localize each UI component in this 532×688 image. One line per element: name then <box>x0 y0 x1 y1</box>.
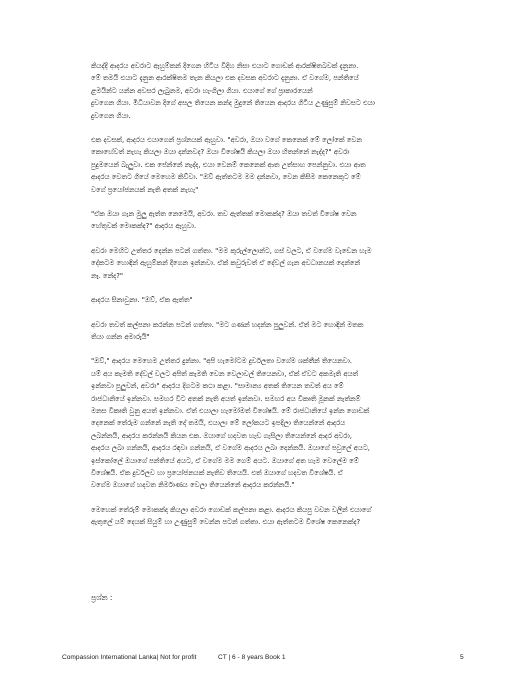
paragraph-line: කොහේවත් නැහැ කියලා ඔයා දන්නවද? ඔයා විශේෂයි කියලා ඔයා හිතන්නේ නැද්ද?" අවරා <box>91 148 350 157</box>
paragraph-line: ආදරය ලබා ගන්නයි, ආදරය රඳවා ගන්නයි, ඒ වගේම ආදරය ලබා දෙන්නයි. ඔයාගේ පවුලේ අයට, <box>91 444 370 453</box>
paragraph-line: එක දවසක්, ආදරය එයාගෙන් ප්‍රශ්නයක් ඇහුවා. "අවරා, ඔයා වගේ කෙනෙක් මේ ලෝකේ වෙන <box>91 136 362 145</box>
paragraph-line: ඇතුලේ යම් දෙයක් සියුම් හා උණුසුම් වෙන්න පටන් ගත්තා. එයා ඇත්තටම විශේෂ කෙනෙක්ද? <box>91 518 361 527</box>
paragraph-line: "ඔව්," ආදරය මෙහෙම උත්තර දුන්නා. "අපි හැමෝටම දුර්වලතා වගේම ශක්තීන් තියෙනවා. <box>91 357 353 366</box>
footer-book-info: CT | 6 - 8 years Book 1 <box>218 654 286 661</box>
paragraph-line: දුවගෙන ගියා. <box>91 111 131 120</box>
page-footer <box>0 654 532 666</box>
story-paragraph <box>91 60 461 122</box>
paragraph-line: දේකටම හොඳින් ඇහුම්කන් දීගෙන ඉන්නවා. ඒක් කවුරුවත් ඒ දේවල් ගැන අවධානයක් දෙන්නේ <box>91 259 361 268</box>
paragraph-line: නෑ. නේද?" <box>91 271 124 280</box>
story-paragraph <box>91 134 461 196</box>
paragraph-line: කියද්දි ආදරය අවරාට ඇහුම්කන් දීගෙන හිටිය විදිහ නිසා එයාට ගොඩක් ආරක්ෂිතබවක් දැනුනා. <box>91 62 359 70</box>
story-paragraph <box>91 504 461 529</box>
paragraph-line: වගේ ප්‍රයෝජනයක් නැති අතක් නැහැ" <box>91 185 199 194</box>
paragraph-line: තියා ගන්න අමාරුයි" <box>91 332 150 341</box>
paragraph-line: අවරා තවත් කල්පනා කරන්න පටන් ගත්තා. "මට ගණන් හදන්න පුලුවන්. ඒත් මට හොඳින් මතක <box>91 320 364 329</box>
paragraph-line: වගේම ඔයාගේ හදවත නිර්මාණය වෙලා තියෙන්නේ ආදරය කරන්නයි." <box>91 481 295 490</box>
paragraph-line: විශේෂයි. ඒක දුර්වලව හා ප්‍රයෝජනයක් නැතිව තියෙයි. එත් ඔයාගේ හදවත විශේෂයි. ඒ <box>91 468 343 477</box>
footer-organization: Compassion International Lanka| Not for profit <box>62 654 197 661</box>
paragraph-line: ළමයින්ට යන්න අවසර ලැබුනම, අවරා හැංගිලා ගියා. එයාගේ ගේ ප්‍රාකාරයෙන් <box>91 86 313 95</box>
paragraph-line: දුවගෙන ගියා. මිධියාවන දිගේ අසල තියෙන කන්ද මුදුනේ තියෙන ආදරය ගිටිය උණුසුම් නිවසට එයා <box>91 99 375 108</box>
paragraph-line: ආදරය සිනාවුනා. "ඔව්, ඒක ඇත්ත" <box>91 296 193 305</box>
story-body <box>91 60 461 541</box>
paragraph-line: මේ තමයි එයාට දැනුන ආරක්ෂිතම තැන කියලා එක දවසක අවරාට දැනුනා. ඒ වගේම, පන්තියේ <box>91 74 359 83</box>
paragraph-line: රාජධානියේ ඉන්නවා. සමහර විට අතක් නැති අයත් ඉන්නවා. සමහර අය විකෘති මූනක් නැත්නම් <box>91 394 361 403</box>
paragraph-line: පුදුමයෙන් බැලුවා. එක පේන්නේ නැද්ද, එයා වෙනම් කෙනෙක් ආත උත්සාහ පෙන්නුවා. එයා ආත <box>91 160 366 169</box>
story-paragraph <box>91 294 461 306</box>
paragraph-line: අවරා මෙහිට උත්තර දෙන්න පටන් ගත්තා. "මම කුරුල්ලොන්ට, ගස් වලට, ඒ වගේම වැඩෙන හැම <box>91 246 372 255</box>
story-paragraph <box>91 355 461 491</box>
paragraph-line: ඉස්කෝලේ ඔයාගේ පන්තියේ අයට, ඒ වගේම මම ගෙම් අයට. ඔයාගේ අත හැම වෙලේම මේ <box>91 456 359 465</box>
story-paragraph <box>91 245 461 282</box>
story-paragraph <box>91 319 461 344</box>
question-label: ප්‍රශ්න : <box>91 593 113 602</box>
page-number: 5 <box>460 654 464 661</box>
paragraph-line: හේතුවක් මොකක්ද?" ආදරය ඇහුවා. <box>91 222 197 231</box>
paragraph-line: "ඒක ඔයා ගැන මුලු ඇත්ත නෙමෙයි, අවරා. තව ඇත්තක් මොකක්ද? ඔයා තවත් විශේෂ වෙන <box>91 210 357 219</box>
paragraph-line: යම් අය කැමති දේවල් වලට අපිත් කැමති වෙන වෙලාවල් තියෙනවා, ඒක් ඒවට අකමැති අයත් <box>91 369 359 378</box>
story-paragraph <box>91 208 461 233</box>
paragraph-line: මනස විකෘති වුනු අයත් ඉන්නවා. ඒත් එයාලා හැමෝමත් විශේෂයි. මේ රාජධානියේ ඉන්න ගොඩක් <box>91 406 370 415</box>
paragraph-line: මෙහෙක් තේරුම් මොකක්ද කියලා අවරා ගොඩක් කල්පනා කළා. ආදරය කියපු වචන වලින් එයාගේ <box>91 505 372 514</box>
paragraph-line: ඉන්නවා පුලුවන්, අවරා" ආදරය දිගටම කථා කළා. "සාමාන්‍ය අතක් තියෙන තවත් අය මේ <box>91 382 344 391</box>
paragraph-line: දෙනෙක් තේරුම ගන්නේ නැති දේ තමයි, එයාලා මේ ලෝකයට ඉපදිලා තියෙන්නේ ආදරය <box>91 419 346 428</box>
paragraph-line: ලබන්නයි, ආදරය කරන්නයි කියන එක. ඔයාගේ හදවත හැඩ ගැසිලා තියෙන්නේ ආදර අවරා, <box>91 431 352 440</box>
paragraph-line: ආදරය වෙතට ගියේ මෙහෙම කිව්වා. "ඔව් ඇත්තටම මම දන්නවා, වෙන කිසිම කෙනෙකුට මේ <box>91 173 361 182</box>
